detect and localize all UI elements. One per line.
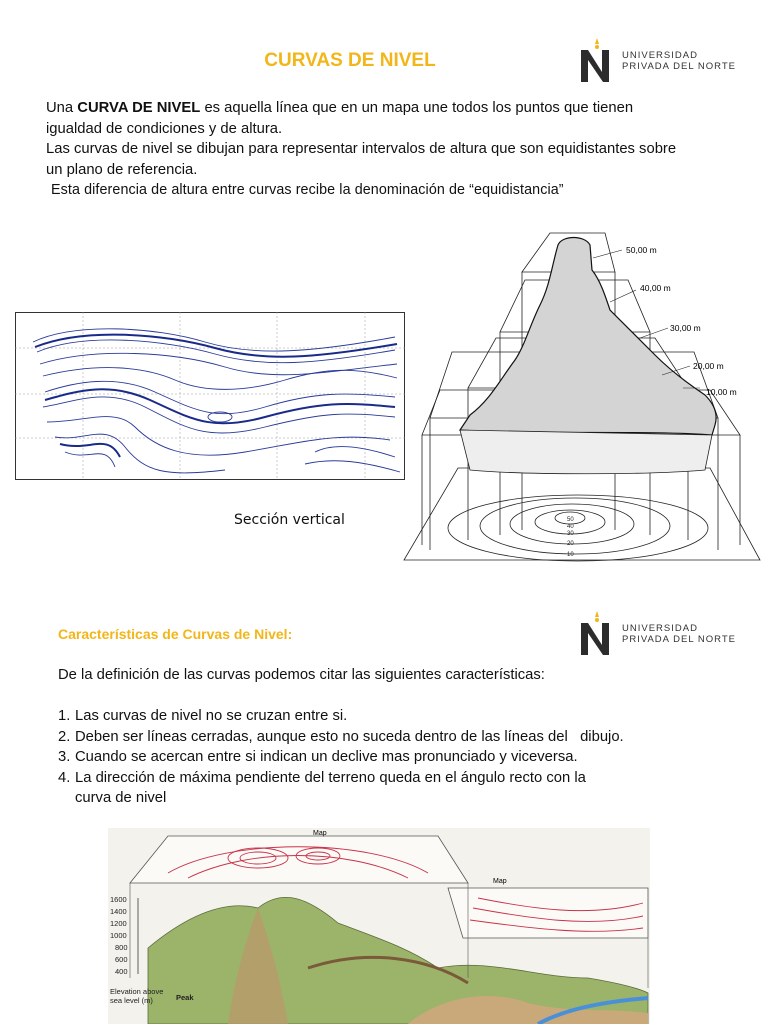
peak-label: Peak bbox=[176, 993, 194, 1002]
base-label-20: 20 bbox=[567, 541, 574, 547]
map-label-2: Map bbox=[493, 878, 507, 885]
intro-definition: es aquella línea que en un mapa une todos los puntos que tienen igualdad de condiciones y de altura. bbox=[46, 100, 634, 137]
level-label-50: 50,00 m bbox=[626, 245, 657, 255]
list-item bbox=[58, 747, 738, 768]
university-logo bbox=[578, 38, 736, 84]
list-number: 4. bbox=[58, 769, 71, 786]
level-label-20: 20,00 m bbox=[693, 361, 724, 371]
logo-line-1: UNIVERSIDAD bbox=[622, 50, 698, 61]
axis-label-1: Elevation above bbox=[110, 987, 164, 996]
list-item bbox=[58, 768, 738, 789]
axis-label-2: sea level (m) bbox=[110, 996, 153, 1005]
logo-line-2: PRIVADA DEL NORTE bbox=[622, 61, 736, 72]
logo-line-2: PRIVADA DEL NORTE bbox=[622, 634, 736, 645]
base-label-30: 30 bbox=[567, 531, 574, 537]
list-item-text: Las curvas de nivel no se cruzan entre si. bbox=[75, 708, 348, 724]
level-label-40: 40,00 m bbox=[640, 283, 671, 293]
elevation-tick-1000: 1000 bbox=[110, 931, 127, 940]
list-item bbox=[58, 706, 738, 727]
level-planes-figure bbox=[400, 230, 768, 565]
section-title: Características de Curvas de Nivel: bbox=[58, 626, 293, 642]
map-label-1: Map bbox=[313, 830, 327, 837]
list-item-text: Cuando se acercan entre si indican un declive mas pronunciado y viceversa. bbox=[75, 749, 578, 765]
intro-prefix: Una bbox=[46, 100, 78, 116]
logo-line-1: UNIVERSIDAD bbox=[622, 623, 698, 634]
upn-logo-icon bbox=[578, 611, 616, 657]
elevation-tick-1200: 1200 bbox=[110, 919, 127, 928]
intro-paragraph-3: Esta diferencia de altura entre curvas recibe la denominación de “equidistancia” bbox=[51, 182, 564, 198]
base-label-50: 50 bbox=[567, 517, 574, 523]
elevation-tick-600: 600 bbox=[115, 955, 128, 964]
list-item-continuation: curva de nivel bbox=[75, 790, 167, 806]
contour-map-figure bbox=[15, 312, 405, 480]
elevation-tick-400: 400 bbox=[115, 967, 128, 976]
list-item-text: La dirección de máxima pendiente del terreno queda en el ángulo recto con la bbox=[75, 769, 586, 786]
intro-bold-term: CURVA DE NIVEL bbox=[77, 100, 201, 116]
elevation-tick-1400: 1400 bbox=[110, 907, 127, 916]
base-label-40: 40 bbox=[567, 524, 574, 530]
list-item bbox=[58, 727, 738, 748]
elevation-tick-1600: 1600 bbox=[110, 895, 127, 904]
intro-text bbox=[46, 98, 686, 201]
figure-caption: Sección vertical bbox=[234, 512, 345, 528]
page-title: CURVAS DE NIVEL bbox=[264, 50, 436, 71]
list-number: 1. bbox=[58, 708, 71, 724]
terrain-block-figure bbox=[108, 828, 650, 1024]
list-item-text: Deben ser líneas cerradas, aunque esto no suceda dentro de las líneas del dibujo. bbox=[75, 728, 624, 745]
list-number: 3. bbox=[58, 749, 71, 765]
section-intro: De la definición de las curvas podemos citar las siguientes características: bbox=[58, 667, 545, 683]
level-label-30: 30,00 m bbox=[670, 323, 701, 333]
elevation-tick-800: 800 bbox=[115, 943, 128, 952]
university-logo-2 bbox=[578, 611, 736, 657]
base-label-10: 10 bbox=[567, 552, 574, 558]
list-number: 2. bbox=[58, 728, 71, 745]
upn-logo-icon bbox=[578, 38, 616, 84]
characteristics-list bbox=[58, 706, 738, 809]
level-label-10: 10,00 m bbox=[706, 387, 737, 397]
intro-paragraph-2: Las curvas de nivel se dibujan para representar intervalos de altura que son equidistantes sobre un plano de referencia. bbox=[46, 141, 677, 178]
intro-paragraph-1 bbox=[46, 98, 686, 139]
